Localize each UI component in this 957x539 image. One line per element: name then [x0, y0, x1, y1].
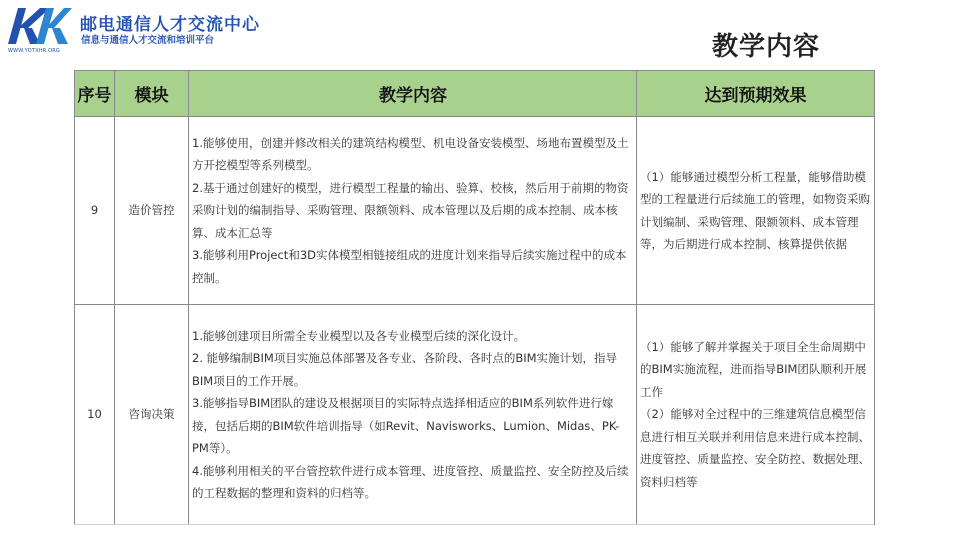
row-content	[189, 117, 637, 305]
row-no: 10	[75, 305, 115, 525]
logo-title: 邮电通信人才交流中心	[80, 15, 260, 35]
col-header-module: 模块	[115, 71, 189, 117]
logo-icon	[6, 8, 72, 44]
effect-item: （2）能够对全过程中的三维建筑信息模型信息进行相互关联并利用信息来进行成本控制、进度管控、质量监控、安全防控、数据处理、资料归档等	[640, 407, 870, 489]
effect-item: （1）能够了解并掌握关于项目全生命周期中的BIM实施流程，进而指导BIM团队顺利开展工作	[640, 339, 867, 399]
content-item: 1.能够创建项目所需全专业模型以及各专业模型后续的深化设计。	[192, 328, 525, 343]
content-item: 3.能够指导BIM团队的建设及根据项目的实际特点选择相适应的BIM系列软件进行嫁接，包括后期的BIM软件培训指导（如Revit、Navisworks、Lumion、Midas、PK-PM等）。	[192, 396, 620, 455]
page-title: 教学内容	[712, 32, 821, 62]
content-item: 3.能够利用Project和3D实体模型相链接组成的进度计划来指导后续实施过程中的成本控制。	[192, 248, 627, 285]
col-header-effect: 达到预期效果	[637, 71, 875, 117]
row-module: 造价管控	[115, 117, 189, 305]
row-content	[189, 305, 637, 525]
content-item: 2. 能够编制BIM项目实施总体部署及各专业、各阶段、各时点的BIM实施计划，指导BIM项目的工作开展。	[192, 351, 618, 388]
content-item: 4.能够利用相关的平台管控软件进行成本管理、进度管控、质量监控、安全防控及后续的工程数据的整理和资料的归档等。	[192, 463, 629, 500]
table-row	[75, 117, 875, 305]
table-row	[75, 305, 875, 525]
logo-url: WWW.YDTXHR.ORG	[8, 48, 60, 54]
divider	[74, 524, 874, 525]
content-item: 1.能够使用，创建并修改相关的建筑结构模型、机电设备安装模型、场地布置模型及土方开挖模型等系列模型。	[192, 135, 629, 173]
teaching-content-table	[74, 70, 875, 525]
content-item: 2.基于通过创建好的模型，进行模型工程量的输出、验算、校核，然后用于前期的物资采购计划的编制指导、采购管理、限额领料、成本管理以及后期的成本控制、成本核算、成本汇总等	[192, 180, 629, 240]
effect-item: （1）能够通过模型分析工程量，能够借助模型的工程量进行后续施工的管理，如物资采购计划编制、采购管理、限额领料、成本管理等，为后期进行成本控制、核算提供依据	[640, 169, 870, 251]
logo-subtitle: 信息与通信人才交流和培训平台	[81, 35, 215, 46]
row-module: 咨询决策	[115, 305, 189, 525]
row-no: 9	[75, 117, 115, 305]
col-header-no: 序号	[75, 71, 115, 117]
logo	[6, 8, 306, 52]
table-header-row	[75, 71, 875, 117]
row-effect	[637, 117, 875, 305]
row-effect	[637, 305, 875, 525]
col-header-content: 教学内容	[189, 71, 637, 117]
